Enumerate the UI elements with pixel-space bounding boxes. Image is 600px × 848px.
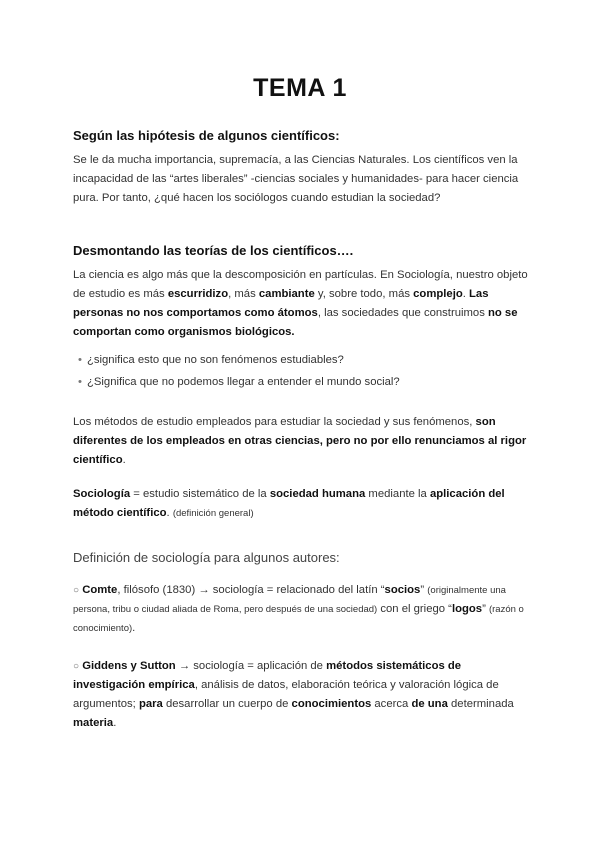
section-heading-dismantling: Desmontando las teorías de los científicos…. xyxy=(73,243,354,258)
page-title: TEMA 1 xyxy=(253,74,347,102)
paragraph-methods: Los métodos de estudio empleados para estudiar la sociedad y sus fenómenos, son diferentes de los empleados en otras ciencias, pero no por ello renunciamos al rigor científico. xyxy=(73,416,527,466)
list-item: • ¿Significa que no podemos llegar a entender el mundo social? xyxy=(78,371,538,393)
circle-bullet-icon: ○ xyxy=(73,661,80,672)
subheading-authors: Definición de sociología para algunos autores: xyxy=(73,550,340,565)
list-item: • ¿significa esto que no son fenómenos estudiables? xyxy=(78,349,538,371)
paragraph-science: La ciencia es algo más que la descomposición en partículas. En Sociología, nuestro objeto de estudio es más escurridizo, más cambiante y, sobre todo, más complejo. Las personas no nos comportamos como átomos, las sociedades que construimos no se comportan como organismos biológicos. xyxy=(73,269,528,338)
question-list xyxy=(78,349,538,393)
paragraph-giddens: ○ Giddens y Sutton → sociología = aplicación de métodos sistemáticos de investigación empírica, análisis de datos, elaboración teórica y valoración lógica de argumentos; para desarrollar un cuerpo de conocimientos acerca de una determinada materia. xyxy=(73,660,514,729)
circle-bullet-icon: ○ xyxy=(73,585,80,596)
paragraph-comte: ○ Comte, filósofo (1830) → sociología = relacionado del latín “socios” (originalmente una persona, tribu o ciudad aliada de Roma, pero después de una sociedad) con el griego “logos” (razón o conocimiento). xyxy=(73,584,524,634)
paragraph-definition: Sociología = estudio sistemático de la sociedad humana mediante la aplicación del método científico. (definición general) xyxy=(73,488,505,519)
section-heading-hypotheses: Según las hipótesis de algunos científicos: xyxy=(73,128,340,143)
paragraph-hypotheses: Se le da mucha importancia, supremacía, a las Ciencias Naturales. Los científicos ven la incapacidad de las “artes liberales” -ciencias sociales y humanidades- para hacer ciencia pura. Por tanto, ¿qué hacen los sociólogos cuando estudian la sociedad? xyxy=(73,154,519,204)
